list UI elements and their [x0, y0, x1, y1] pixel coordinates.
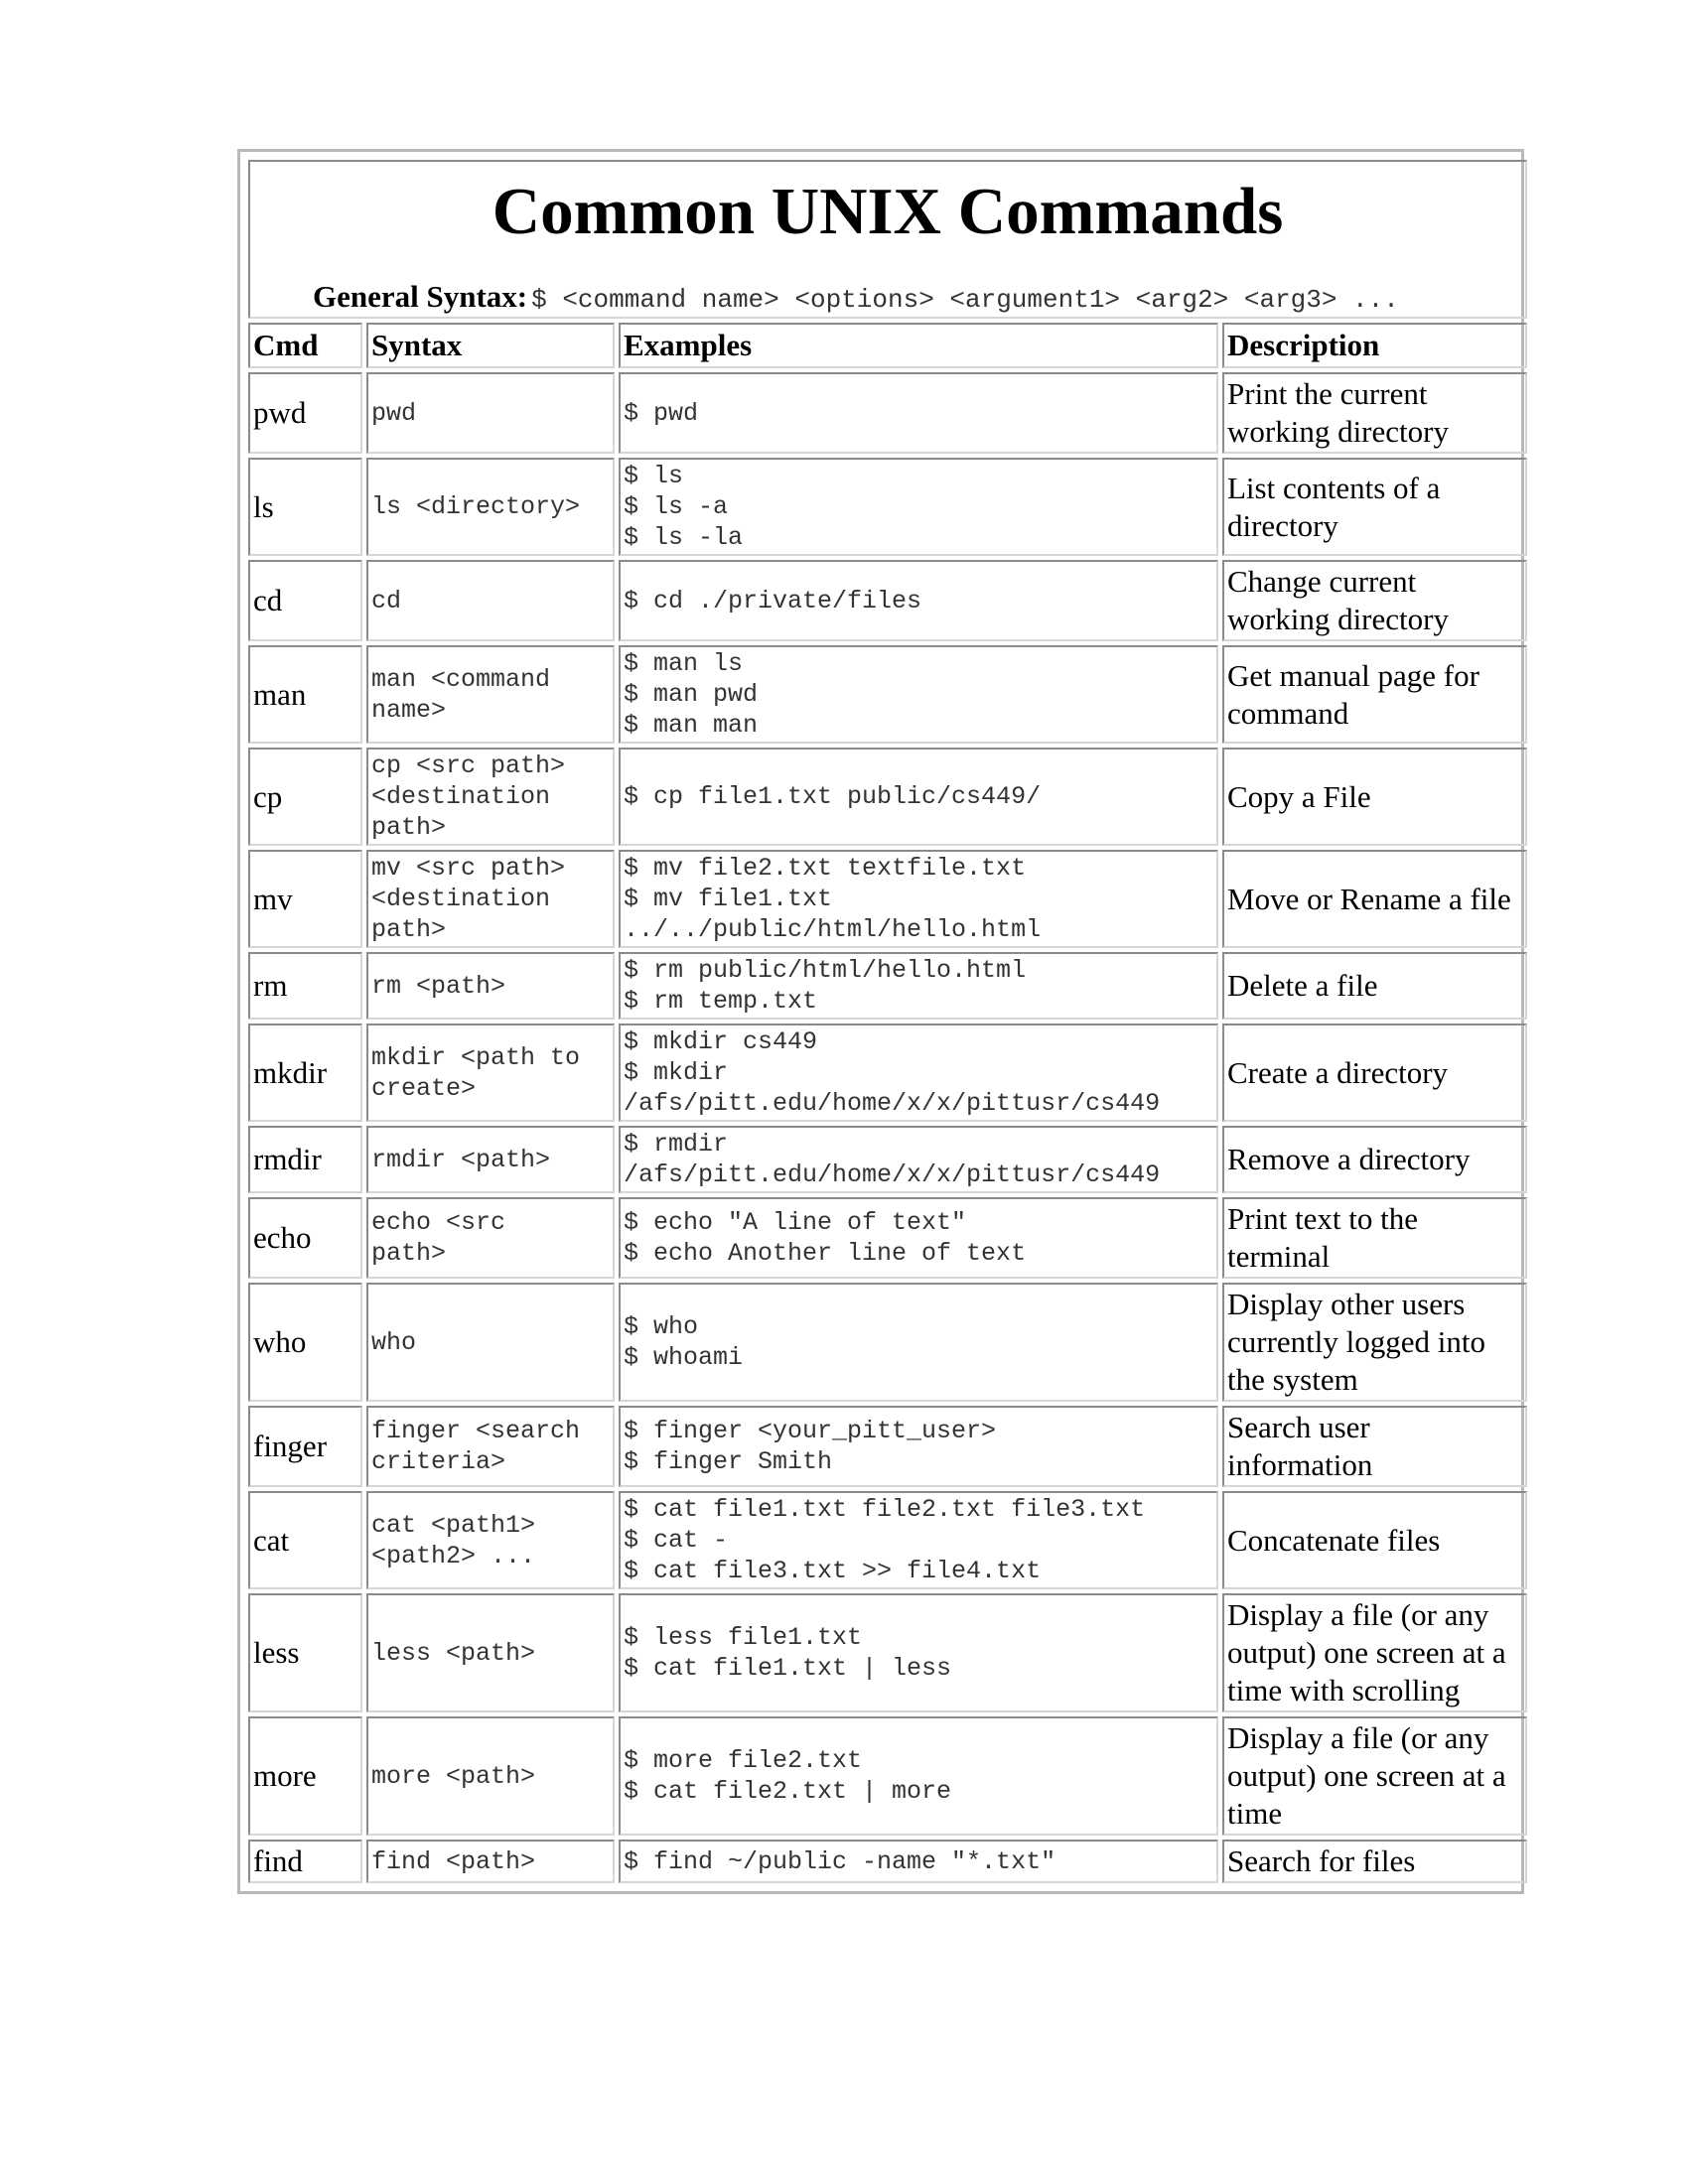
description-cell: Get manual page for command	[1222, 645, 1527, 744]
description-cell: Display a file (or any output) one screen at a time with scrolling	[1222, 1593, 1527, 1712]
example-line: $ mkdir cs449	[624, 1027, 818, 1056]
examples-cell	[619, 458, 1218, 556]
syntax-line: cp <src path>	[371, 751, 566, 780]
syntax-cell	[366, 1491, 615, 1589]
table-row	[248, 850, 1527, 948]
example-line: $ more file2.txt	[624, 1746, 863, 1775]
cmd-cell: pwd	[248, 372, 362, 454]
cmd-cell: mkdir	[248, 1024, 362, 1122]
header-description: Description	[1222, 323, 1527, 368]
syntax-cell	[366, 850, 615, 948]
examples-cell	[619, 1716, 1218, 1836]
syntax-line: create>	[371, 1073, 477, 1103]
description-cell: List contents of a directory	[1222, 458, 1527, 556]
example-line: $ finger <your_pitt_user>	[624, 1417, 997, 1445]
commands-table	[244, 156, 1531, 1887]
examples-cell	[619, 748, 1218, 846]
description-cell: Remove a directory	[1222, 1126, 1527, 1193]
syntax-line: less <path>	[371, 1638, 536, 1668]
syntax-cell	[366, 1126, 615, 1193]
example-line: $ man man	[624, 711, 759, 740]
general-syntax-label: General Syntax:	[313, 279, 528, 314]
table-row	[248, 458, 1527, 556]
table-row	[248, 952, 1527, 1020]
syntax-cell	[366, 1840, 615, 1883]
description-cell: Display other users currently logged into the system	[1222, 1283, 1527, 1402]
example-line: /afs/pitt.edu/home/x/x/pittusr/cs449	[624, 1160, 1161, 1189]
commands-table-frame	[237, 149, 1524, 1894]
examples-cell	[619, 1840, 1218, 1883]
example-line: $ man pwd	[624, 680, 759, 709]
example-line: $ rm public/html/hello.html	[624, 956, 1027, 985]
examples-cell	[619, 1024, 1218, 1122]
example-line: $ cat file2.txt | more	[624, 1777, 952, 1806]
syntax-line: <destination	[371, 885, 551, 913]
cmd-cell: mv	[248, 850, 362, 948]
example-line: $ ls	[624, 462, 684, 490]
description-cell: Print the current working directory	[1222, 372, 1527, 454]
description-cell: Display a file (or any output) one screen at a time	[1222, 1716, 1527, 1836]
examples-cell	[619, 850, 1218, 948]
example-line: /afs/pitt.edu/home/x/x/pittusr/cs449	[624, 1089, 1161, 1118]
syntax-line: path>	[371, 1239, 447, 1268]
example-line: $ mv file1.txt	[624, 885, 833, 913]
example-line: $ less file1.txt	[624, 1623, 863, 1652]
description-cell: Concatenate files	[1222, 1491, 1527, 1589]
syntax-line: who	[371, 1327, 417, 1357]
syntax-cell	[366, 1024, 615, 1122]
description-cell: Change current working directory	[1222, 560, 1527, 641]
syntax-line: mv <src path>	[371, 854, 566, 883]
table-row	[248, 1197, 1527, 1279]
example-line: $ find ~/public -name "*.txt"	[624, 1846, 1056, 1876]
page-title: Common UNIX Commands	[492, 175, 1284, 248]
table-row	[248, 645, 1527, 744]
example-line: $ rmdir	[624, 1130, 729, 1159]
example-line: $ mkdir	[624, 1058, 729, 1087]
description-cell: Copy a File	[1222, 748, 1527, 846]
cmd-cell: echo	[248, 1197, 362, 1279]
description-cell: Move or Rename a file	[1222, 850, 1527, 948]
cmd-cell: less	[248, 1593, 362, 1712]
example-line: $ who	[624, 1312, 699, 1341]
cmd-cell: more	[248, 1716, 362, 1836]
header-syntax: Syntax	[366, 323, 615, 368]
example-line: $ man ls	[624, 649, 744, 678]
examples-cell	[619, 1406, 1218, 1487]
syntax-line: rmdir <path>	[371, 1145, 551, 1174]
description-cell: Delete a file	[1222, 952, 1527, 1020]
table-row	[248, 1024, 1527, 1122]
header-cmd: Cmd	[248, 323, 362, 368]
example-line: $ pwd	[624, 398, 699, 428]
example-line: ../../public/html/hello.html	[624, 915, 1042, 944]
table-row	[248, 1840, 1527, 1883]
header-row	[248, 323, 1527, 368]
cmd-cell: who	[248, 1283, 362, 1402]
examples-cell	[619, 645, 1218, 744]
example-line: $ cat -	[624, 1526, 729, 1555]
description-cell: Create a directory	[1222, 1024, 1527, 1122]
title-cell	[248, 160, 1527, 319]
syntax-line: <destination	[371, 782, 551, 811]
examples-cell	[619, 1283, 1218, 1402]
examples-cell	[619, 372, 1218, 454]
syntax-cell	[366, 1593, 615, 1712]
syntax-cell	[366, 1283, 615, 1402]
examples-cell	[619, 1593, 1218, 1712]
example-line: $ cat file1.txt file2.txt file3.txt	[624, 1495, 1146, 1524]
cmd-cell: ls	[248, 458, 362, 556]
table-row	[248, 1406, 1527, 1487]
syntax-cell	[366, 372, 615, 454]
table-row	[248, 372, 1527, 454]
syntax-cell	[366, 748, 615, 846]
syntax-line: path>	[371, 813, 447, 842]
example-line: $ whoami	[624, 1343, 744, 1372]
cmd-cell: cp	[248, 748, 362, 846]
cmd-cell: rm	[248, 952, 362, 1020]
table-row	[248, 560, 1527, 641]
syntax-cell	[366, 1197, 615, 1279]
description-cell: Search user information	[1222, 1406, 1527, 1487]
syntax-cell	[366, 1716, 615, 1836]
syntax-line: find <path>	[371, 1846, 536, 1876]
examples-cell	[619, 560, 1218, 641]
example-line: $ cp file1.txt public/cs449/	[624, 782, 1042, 811]
syntax-cell	[366, 645, 615, 744]
table-row	[248, 1716, 1527, 1836]
cmd-cell: cat	[248, 1491, 362, 1589]
header-examples: Examples	[619, 323, 1218, 368]
table-row	[248, 748, 1527, 846]
example-line: $ cd ./private/files	[624, 586, 922, 615]
example-line: $ cat file1.txt | less	[624, 1654, 952, 1683]
description-cell: Print text to the terminal	[1222, 1197, 1527, 1279]
syntax-line: more <path>	[371, 1761, 536, 1791]
examples-cell	[619, 1491, 1218, 1589]
table-row	[248, 1126, 1527, 1193]
example-line: $ finger Smith	[624, 1447, 833, 1476]
syntax-line: echo <src	[371, 1208, 506, 1237]
table-row	[248, 1491, 1527, 1589]
cmd-cell: finger	[248, 1406, 362, 1487]
syntax-line: name>	[371, 695, 447, 725]
example-line: $ rm temp.txt	[624, 987, 818, 1016]
syntax-line: man <command	[371, 664, 551, 694]
example-line: $ echo Another line of text	[624, 1239, 1027, 1268]
syntax-line: pwd	[371, 398, 417, 428]
examples-cell	[619, 952, 1218, 1020]
syntax-cell	[366, 1406, 615, 1487]
table-row	[248, 1283, 1527, 1402]
examples-cell	[619, 1197, 1218, 1279]
syntax-cell	[366, 458, 615, 556]
syntax-cell	[366, 560, 615, 641]
example-line: $ echo "A line of text"	[624, 1208, 967, 1237]
cmd-cell: cd	[248, 560, 362, 641]
syntax-cell	[366, 952, 615, 1020]
cmd-cell: find	[248, 1840, 362, 1883]
table-row	[248, 1593, 1527, 1712]
syntax-line: cat <path1>	[371, 1510, 536, 1540]
syntax-line: ls <directory>	[371, 492, 581, 521]
example-line: $ ls -la	[624, 523, 744, 552]
syntax-line: criteria>	[371, 1447, 506, 1476]
example-line: $ cat file3.txt >> file4.txt	[624, 1557, 1042, 1585]
example-line: $ ls -a	[624, 492, 729, 521]
syntax-line: <path2> ...	[371, 1541, 536, 1570]
syntax-line: cd	[371, 586, 402, 615]
general-syntax-code: $ <command name> <options> <argument1> <arg2> <arg3> ...	[531, 285, 1399, 315]
example-line: $ mv file2.txt textfile.txt	[624, 854, 1027, 883]
examples-cell	[619, 1126, 1218, 1193]
cmd-cell: rmdir	[248, 1126, 362, 1193]
syntax-line: rm <path>	[371, 971, 506, 1001]
syntax-line: mkdir <path to	[371, 1042, 581, 1072]
syntax-line: finger <search	[371, 1417, 581, 1445]
cmd-cell: man	[248, 645, 362, 744]
description-cell: Search for files	[1222, 1840, 1527, 1883]
syntax-line: path>	[371, 915, 447, 944]
general-syntax	[313, 279, 1525, 315]
